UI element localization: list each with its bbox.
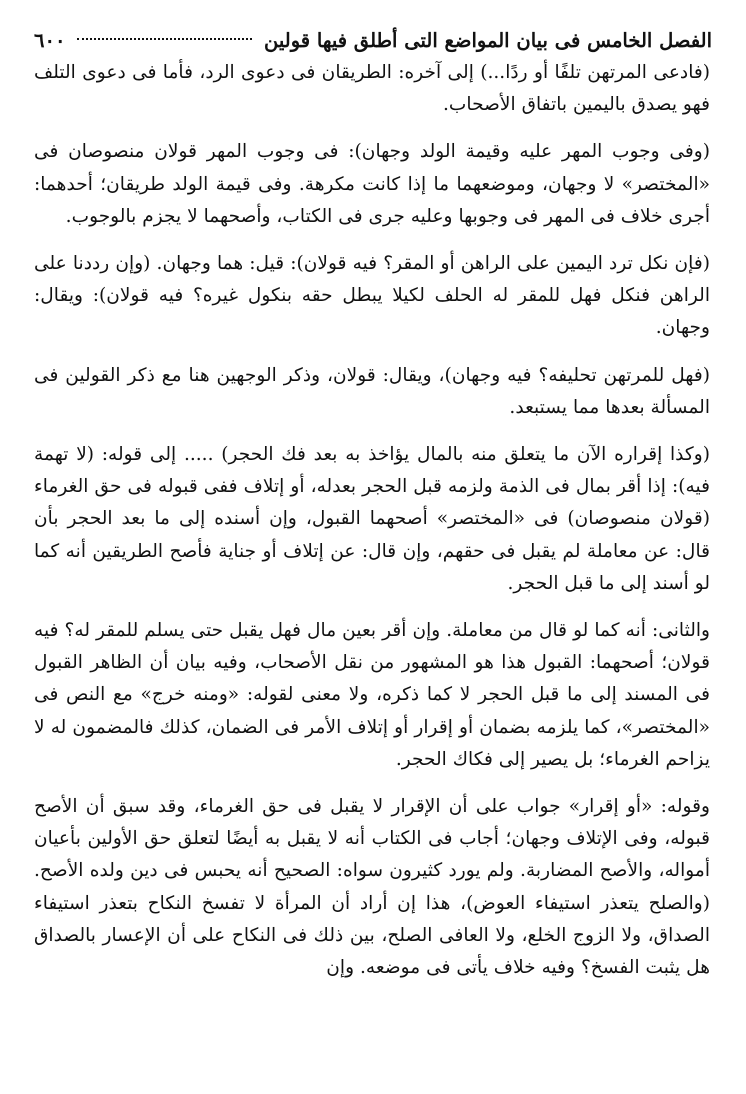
paragraph-2: (وفى وجوب المهر عليه وقيمة الولد وجهان): فى وجوب المهر قولان منصوصان فى «المختصر» لا وجهان، وموضعهما ما إذا كانت مكرهة. وفى قيمة الولد طريقان؛ أحدهما: أجرى خلاف فى المهر فى وجوبها وعليه جرى فى الكتاب، وأصحهما لا يجزم بالوجوب. (34, 141, 710, 227)
paragraph-1: (فادعى المرتهن تلفًا أو ردًا...) إلى آخره: الطريقان فى دعوى الرد، فأما فى دعوى التلف فهو يصدق باليمين باتفاق الأصحاب. (34, 62, 710, 116)
paragraph-3: (فإن نكل ترد اليمين على الراهن أو المقر؟ فيه قولان): قيل: هما وجهان. (وإن رددنا على الراهن فنكل فهل للمقر له الحلف لكيلا يبطل حقه بنكول غيره؟ فيه قولان): ويقال: وجهان. (34, 253, 710, 339)
chapter-title: الفصل الخامس فى بيان المواضع التى أطلق فيها قولين (264, 29, 712, 52)
running-head (34, 26, 712, 56)
page-number: ٦٠٠ (34, 29, 66, 52)
paragraph-7: وقوله: «أو إقرار» جواب على أن الإقرار لا يقبل فى حق الغرماء، وقد سبق أن الأصح قبوله، وفى الإتلاف وجهان؛ أجاب فى الكتاب أنه لا يقبل به أيضًا لتعلق حق الأولين بأعيان أمواله، والأصح المضاربة. ولم يورد كثيرون سواه: الصحيح أنه يحبس فى دين ولده الأصح. (والصلح يتعذر استيفاء العوض)، هذا إن أراد أن المرأة لا تفسخ النكاح بتعذر استيفاء الصداق، ولا الزوج الخلع، ولا العافى الصلح، بين ذلك فى النكاح على أن الإعسار بالصداق هل يثبت الفسخ؟ وفيه خلاف يأتى فى موضعه. وإن (34, 796, 710, 979)
paragraph-5: (وكذا إقراره الآن ما يتعلق منه بالمال يؤاخذ به بعد فك الحجر) ..... إلى قوله: (لا تهمة فيه): إذا أقر بمال فى الذمة ولزمه قبل الحجر بعدله، أو إتلاف ففى قبوله فى حق الغرماء (قولان منصوصان) فى «المختصر» أصحهما القبول، وإن أسنده إلى ما بعد الحجر بأن قال: عن معاملة لم يقبل فى حقهم، وإن قال: عن إتلاف أو جناية فأصح الطريقين أنه كما لو أسند إلى ما قبل الحجر. (34, 444, 710, 594)
dotted-leader (77, 38, 252, 40)
paragraph-4: (فهل للمرتهن تحليفه؟ فيه وجهان)، ويقال: قولان، وذكر الوجهين هنا مع ذكر القولين فى المسألة بعدها مما يستبعد. (34, 364, 710, 418)
paragraph-6: والثانى: أنه كما لو قال من معاملة. وإن أقر بعين مال فهل يقبل حتى يسلم للمقر له؟ فيه قولان؛ أصحهما: القبول هذا هو المشهور من نقل الأصحاب، وفيه بيان أن الظاهر القبول فى المسند إلى ما قبل الحجر لا كما ذكره، ولا معنى لقوله: «ومنه خرج» مع النص فى «المختصر»، كما يلزمه بضمان أو إقرار أو إتلاف الأمر فى الضمان، كذلك فالمضمون له لا يزاحم الغرماء؛ بل يصير إلى فكاك الحجر. (34, 620, 710, 770)
book-page (34, 26, 712, 999)
